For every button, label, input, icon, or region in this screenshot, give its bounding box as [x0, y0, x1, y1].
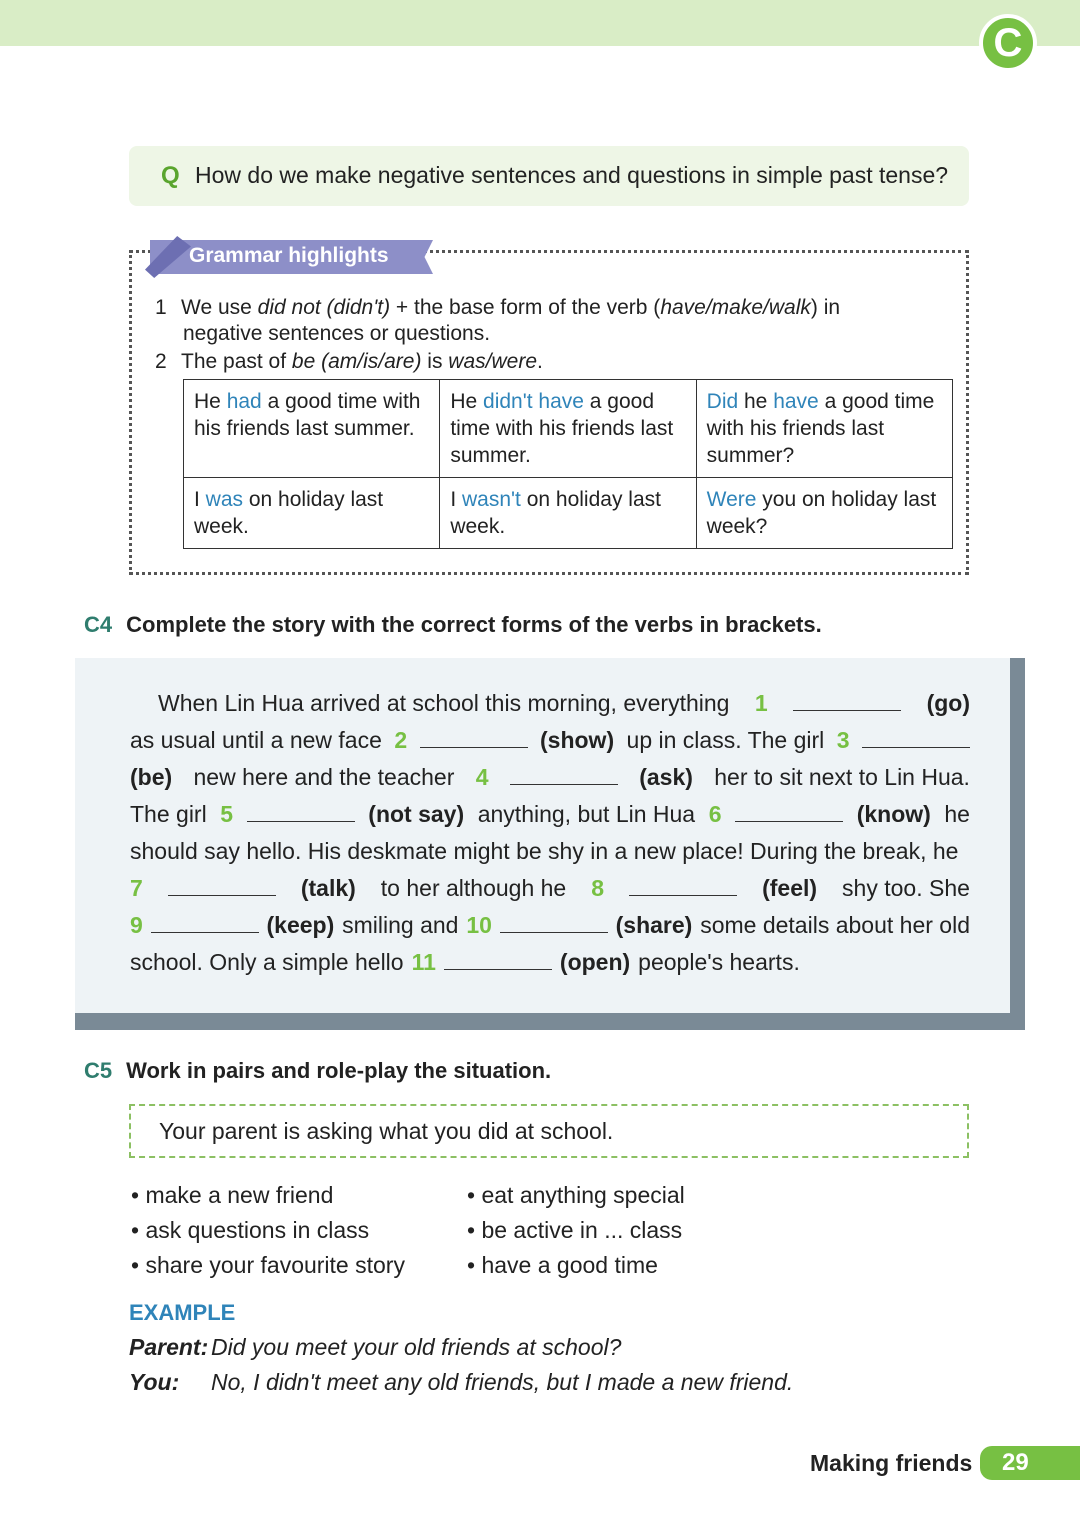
- rule-text: .: [537, 350, 543, 373]
- grammar-rule-2: [155, 350, 543, 374]
- example-heading: EXAMPLE: [129, 1300, 236, 1325]
- rule-number: 1: [155, 296, 167, 319]
- answer-blank[interactable]: [247, 801, 355, 822]
- exercise-number: C4: [84, 612, 113, 637]
- grammar-rule-1: [155, 296, 955, 346]
- blank-number: 10: [466, 912, 492, 938]
- answer-blank[interactable]: [444, 949, 552, 970]
- story-line: The girl 5 (not say) anything, but Lin Hua 6 (know) he: [130, 801, 970, 827]
- table-cell: I was on holiday last week.: [184, 478, 440, 549]
- top-banner: [0, 0, 1080, 46]
- blank-number: 9: [130, 912, 143, 938]
- blank-number: 8: [591, 875, 605, 901]
- section-badge: C: [979, 14, 1037, 72]
- answer-blank[interactable]: [420, 727, 528, 748]
- rule-number: 2: [155, 350, 167, 373]
- rule-text: have/make/walk: [660, 296, 811, 319]
- answer-blank[interactable]: [510, 764, 618, 785]
- table-cell: I wasn't on holiday last week.: [440, 478, 696, 549]
- answer-blank[interactable]: [500, 912, 608, 933]
- list-item: • share your favourite story: [131, 1252, 405, 1278]
- story-line: should say hello. His deskmate might be shy in a new place! During the break, he: [130, 838, 959, 864]
- blank-number: 7: [130, 875, 143, 901]
- grammar-title: Grammar highlights: [189, 244, 389, 267]
- story-line: 9 (keep) smiling and 10 (share) some details about her old: [130, 912, 970, 938]
- blank-number: 3: [836, 727, 850, 753]
- list-item: • ask questions in class: [131, 1217, 370, 1243]
- page-number: 29: [980, 1446, 1080, 1480]
- rule-text: is: [421, 350, 449, 373]
- rule-text: did not (didn't): [257, 296, 391, 319]
- table-row: [184, 478, 953, 549]
- question-marker: Q: [161, 162, 180, 189]
- table-cell: He had a good time with his friends last summer.: [184, 380, 440, 478]
- blank-number: 2: [394, 727, 408, 753]
- rule-text: be (am/is/are): [291, 350, 422, 373]
- blank-number: 6: [708, 801, 722, 827]
- story-line: When Lin Hua arrived at school this morning, everything 1 (go): [158, 690, 970, 716]
- unit-title: Making friends: [810, 1450, 973, 1476]
- list-item: • make a new friend: [131, 1182, 334, 1208]
- rule-text: The past of: [181, 350, 292, 373]
- list-item: • have a good time: [467, 1252, 658, 1278]
- exercise-number: C5: [84, 1058, 113, 1083]
- rule-text: was/were: [448, 350, 537, 373]
- table-cell: Did he have a good time with his friends last summer?: [696, 380, 952, 478]
- table-row: [184, 380, 953, 478]
- answer-blank[interactable]: [735, 801, 843, 822]
- rule-text: We use: [181, 296, 258, 319]
- c5-heading: [84, 1058, 551, 1084]
- list-item: • eat anything special: [467, 1182, 685, 1208]
- grammar-table: [183, 379, 953, 549]
- list-item: • be active in ... class: [467, 1217, 683, 1243]
- table-cell: He didn't have a good time with his friends last summer.: [440, 380, 696, 478]
- blank-number: 11: [411, 949, 436, 975]
- rule-text: negative sentences or questions.: [183, 322, 491, 345]
- answer-blank[interactable]: [793, 690, 901, 711]
- table-cell: Were you on holiday last week?: [696, 478, 952, 549]
- c4-heading: [84, 612, 822, 638]
- exercise-instruction: Work in pairs and role-play the situation.: [126, 1058, 552, 1083]
- story-line: 7 (talk) to her although he 8 (feel) shy too. She: [130, 875, 970, 901]
- question-box: [129, 146, 969, 206]
- question-text: How do we make negative sentences and questions in simple past tense?: [195, 162, 949, 188]
- answer-blank[interactable]: [629, 875, 737, 896]
- rule-text: ) in: [810, 296, 841, 319]
- situation-text: Your parent is asking what you did at school.: [159, 1118, 614, 1144]
- blank-number: 1: [754, 690, 768, 716]
- answer-blank[interactable]: [151, 912, 259, 933]
- dialog-line-you: You: No, I didn't meet any old friends, but I made a new friend.: [129, 1369, 794, 1395]
- story-line: as usual until a new face 2 (show) up in class. The girl 3: [130, 727, 970, 754]
- situation-box: [129, 1104, 969, 1158]
- dialog-line-parent: Parent: Did you meet your old friends at school?: [129, 1334, 622, 1360]
- story-line: school. Only a simple hello 11 (open) people's hearts.: [130, 949, 800, 975]
- answer-blank[interactable]: [862, 727, 970, 748]
- rule-text: + the base form of the verb (: [390, 296, 661, 319]
- blank-number: 4: [475, 764, 489, 790]
- exercise-instruction: Complete the story with the correct forms of the verbs in brackets.: [126, 612, 822, 637]
- blank-number: 5: [220, 801, 234, 827]
- story-line: (be) new here and the teacher 4 (ask) her to sit next to Lin Hua.: [130, 764, 970, 790]
- answer-blank[interactable]: [168, 875, 276, 896]
